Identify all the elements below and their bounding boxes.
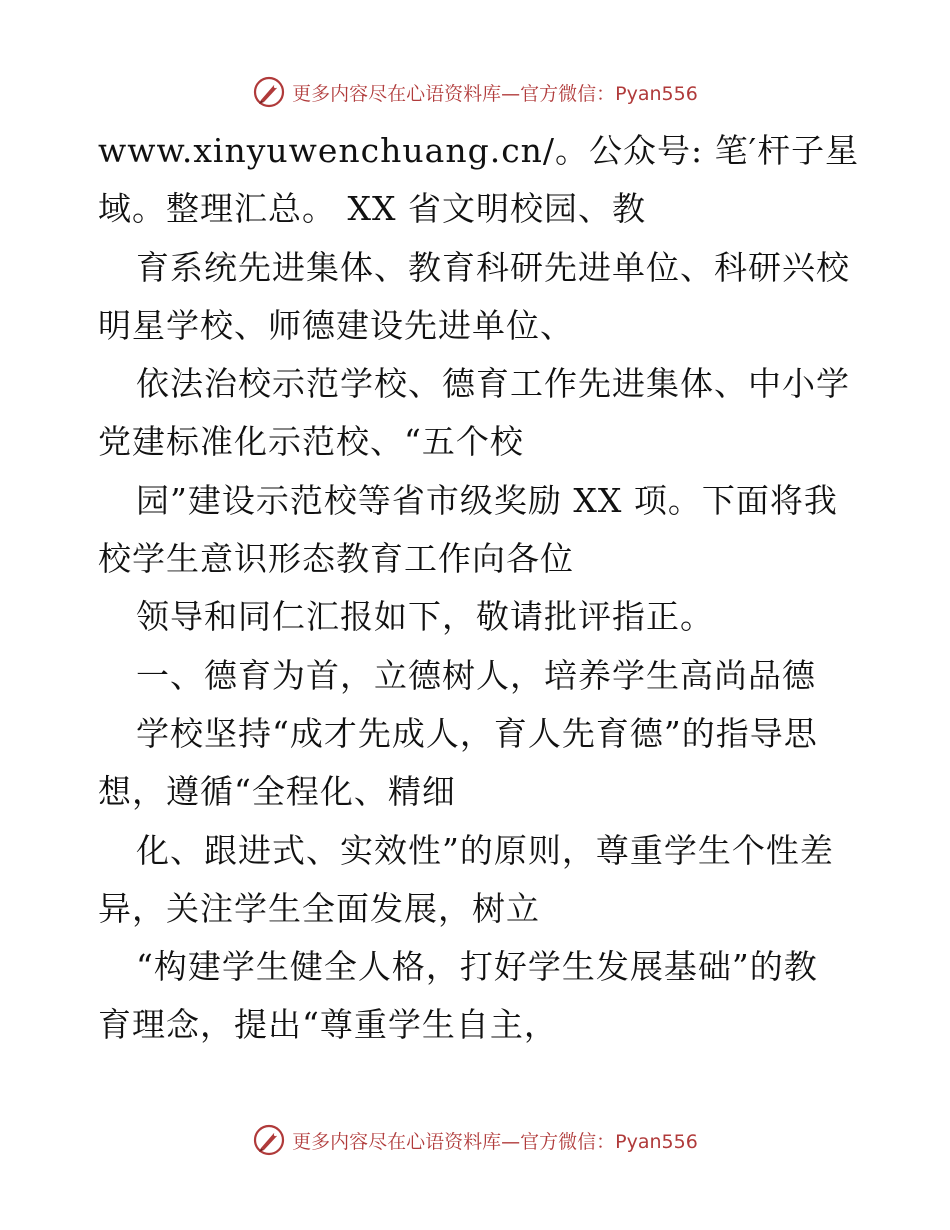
text-line: 依法治校示范学校、德育工作先进集体、中小学	[136, 364, 850, 404]
text-line: 领导和同仁汇报如下，敬请批评指正。	[136, 597, 714, 637]
text-line: 育理念，提出“尊重学生自主，	[98, 1005, 558, 1045]
text-line: 学校坚持“成才先成人，育人先育德”的指导思	[136, 713, 818, 753]
text-line: 异，关注学生全面发展，树立	[98, 888, 540, 928]
header-banner	[0, 72, 950, 112]
text-line: 育系统先进集体、教育科研先进单位、科研兴校	[136, 247, 850, 287]
pen-logo-icon	[252, 1123, 286, 1157]
header-banner-text: 更多内容尽在心语资料库—官方微信：Pyan556	[292, 82, 698, 105]
text-line: 域。整理汇总。 XX 省文明校园、教	[98, 189, 646, 229]
footer-banner-text: 更多内容尽在心语资料库—官方微信：Pyan556	[292, 1130, 698, 1153]
footer-banner	[0, 1120, 950, 1160]
text-line: 化、跟进式、实效性”的原则，尊重学生个性差	[136, 830, 834, 870]
text-line: 一、德育为首，立德树人，培养学生高尚品德	[136, 655, 816, 695]
text-line: “构建学生健全人格，打好学生发展基础”的教	[136, 947, 818, 987]
text-line: 园”建设示范校等省市级奖励 XX 项。下面将我	[136, 480, 838, 520]
pen-logo-icon	[252, 75, 286, 109]
document-body	[98, 122, 858, 1055]
text-line: 校学生意识形态教育工作向各位	[98, 539, 574, 579]
text-line: 想，遵循“全程化、精细	[98, 772, 456, 812]
text-line: 党建标准化示范校、“五个校	[98, 422, 524, 462]
text-line: www.xinyuwenchuang.cn/。公众号: 笔′杆子星	[98, 131, 860, 170]
text-line: 明星学校、师德建设先进单位、	[98, 305, 574, 345]
